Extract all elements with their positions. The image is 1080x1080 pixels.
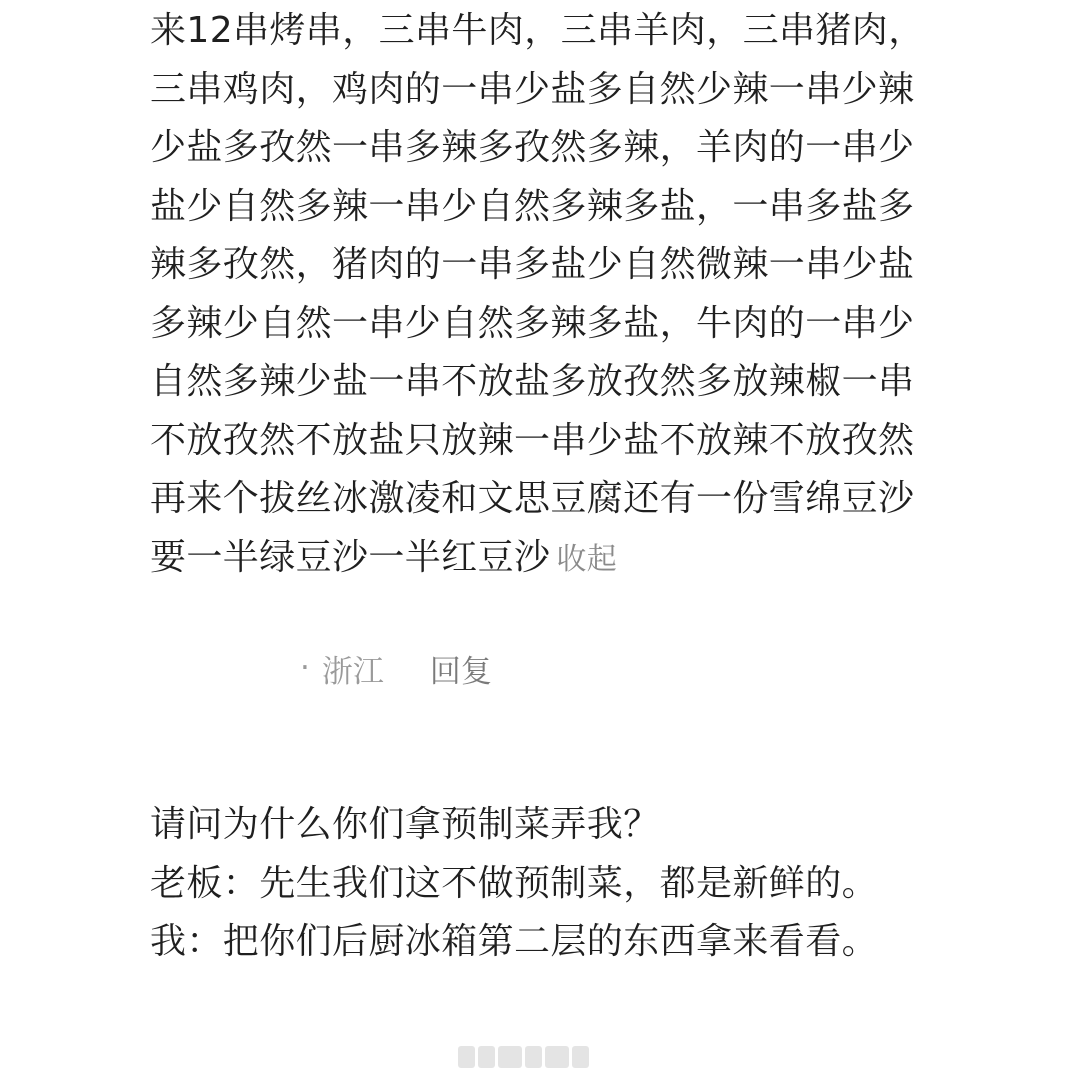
comment-meta-row [300,640,492,696]
watermark-block [478,1046,495,1068]
comment-text-block [150,2,930,589]
collapse-link[interactable]: 收起 [556,541,618,577]
blurred-watermark-icon [458,1039,589,1075]
comment-text: 来12串烤串，三串牛肉，三串羊肉，三串猪肉，三串鸡肉，鸡肉的一串少盐多自然少辣一串少辣少盐多孜然一串多辣多孜然多辣，羊肉的一串少盐少自然多辣一串少自然多辣多盐，一串多盐多辣多孜然，猪肉的一串多盐少自然微辣一串少盐多辣少自然一串少自然多辣多盐，牛肉的一串少自然多辣少盐一串不放盐多放孜然多放辣椒一串不放孜然不放盐只放辣一串少盐不放辣不放孜然再来个拔丝冰激凌和文思豆腐还有一份雪绵豆沙要一半绿豆沙一半红豆沙 [150,10,925,578]
watermark-block [545,1046,569,1068]
post-line: 请问为什么你们拿预制菜弄我？ [150,804,660,845]
second-post-text-block [150,796,930,972]
watermark-block [572,1046,589,1068]
post-line: 我：把你们后厨冰箱第二层的东西拿来看看。 [150,921,879,962]
watermark-block [498,1046,522,1068]
watermark-block [525,1046,542,1068]
reply-button[interactable]: 回复 [429,653,492,690]
post-line: 老板：先生我们这不做预制菜，都是新鲜的。 [150,862,879,904]
meta-separator-dot: · [300,650,310,686]
location-label: 浙江 [321,653,384,690]
watermark-block [458,1046,475,1068]
